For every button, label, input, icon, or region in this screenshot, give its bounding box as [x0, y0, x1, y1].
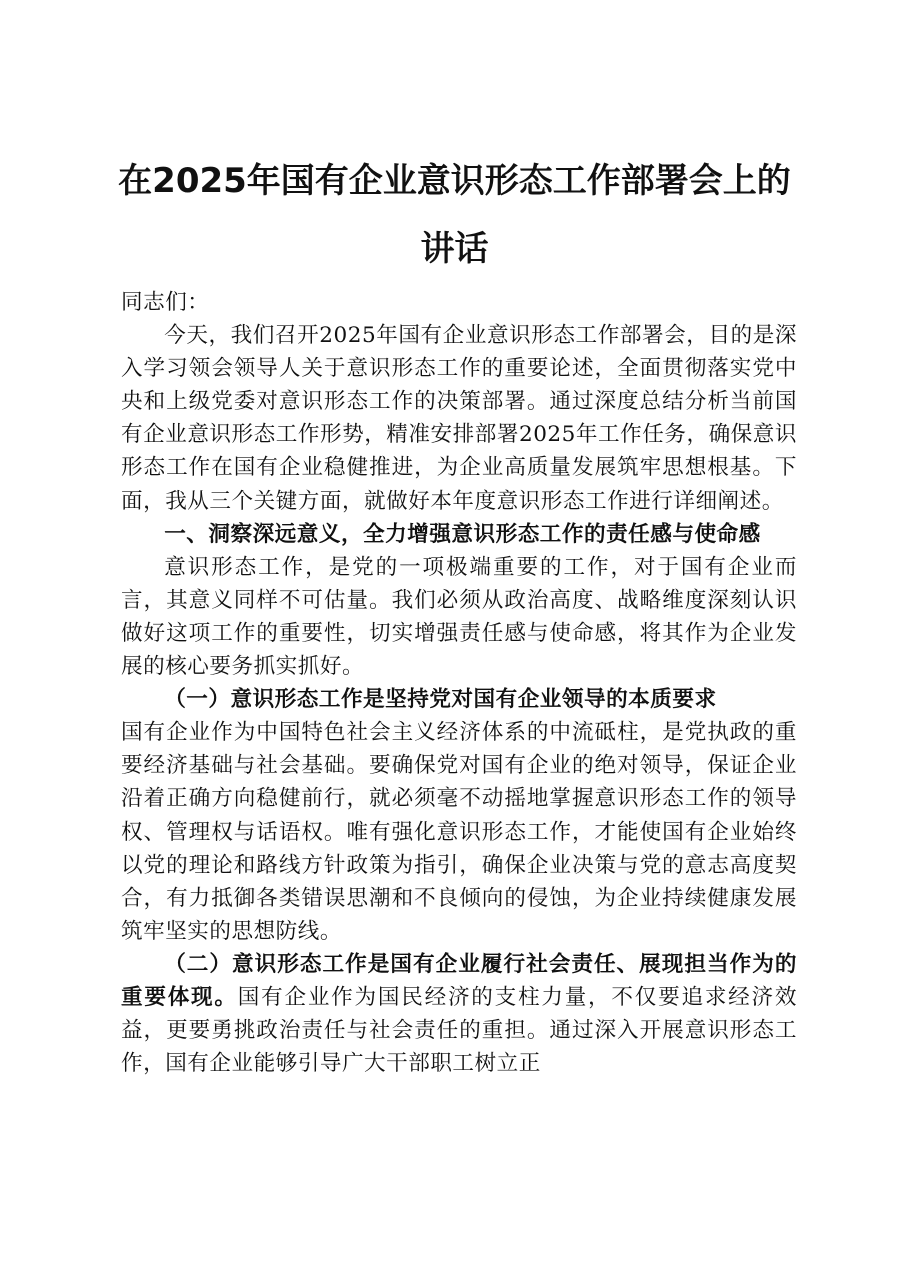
subsection-1-heading: （一）意识形态工作是坚持党对国有企业领导的本质要求: [164, 687, 717, 713]
document-title-line1: 在2025年国有企业意识形态工作部署会上的: [118, 161, 791, 201]
intro-paragraph: 今天，我们召开2025年国有企业意识形态工作部署会，目的是深入学习领会领导人关于意识形态工作的重要论述，全面贯彻落实党中央和上级党委对意识形态工作的决策部署。通过深度总结分析当前国有企业意识形态工作形势，精准安排部署2025年工作任务，确保意识形态工作在国有企业稳健推进，为企业高质量发展筑牢思想根基。下面，我从三个关键方面，就做好本年度意识形态工作进行详细阐述。: [121, 323, 797, 514]
subsection-1-body: 国有企业作为中国特色社会主义经济体系的中流砥柱，是党执政的重要经济基础与社会基础。要确保党对国有企业的绝对领导，保证企业沿着正确方向稳健前行，就必须毫不动摇地掌握意识形态工作的领导权、管理权与话语权。唯有强化意识形态工作，才能使国有企业始终以党的理论和路线方针政策为指引，确保企业决策与党的意志高度契合，有力抵御各类错误思潮和不良倾向的侵蚀，为企业持续健康发展筑牢坚实的思想防线。: [121, 720, 797, 944]
subsection-2-heading: （二）意识形态工作是国有企业履行社会责任、展现担当作为的重要体现。: [121, 951, 797, 1010]
salutation: 同志们：: [121, 290, 210, 315]
subsection-2-body: 国有企业作为国民经济的支柱力量，不仅要追求经济效益，更要勇挑政治责任与社会责任的重担。通过深入开展意识形态工作，国有企业能够引导广大干部职工树立正: [121, 984, 797, 1077]
document-title-line2: 讲话: [420, 229, 489, 269]
section-heading-1: 一、洞察深远意义，全力增强意识形态工作的责任感与使命感: [164, 521, 761, 547]
document-body: [121, 286, 797, 1080]
subsection-2-paragraph: [121, 948, 797, 1080]
section-1-paragraph: 意识形态工作，是党的一项极端重要的工作，对于国有企业而言，其意义同样不可估量。我们必须从政治高度、战略维度深刻认识做好这项工作的重要性，切实增强责任感与使命感，将其作为企业发展的核心要务抓实抓好。: [121, 554, 797, 680]
